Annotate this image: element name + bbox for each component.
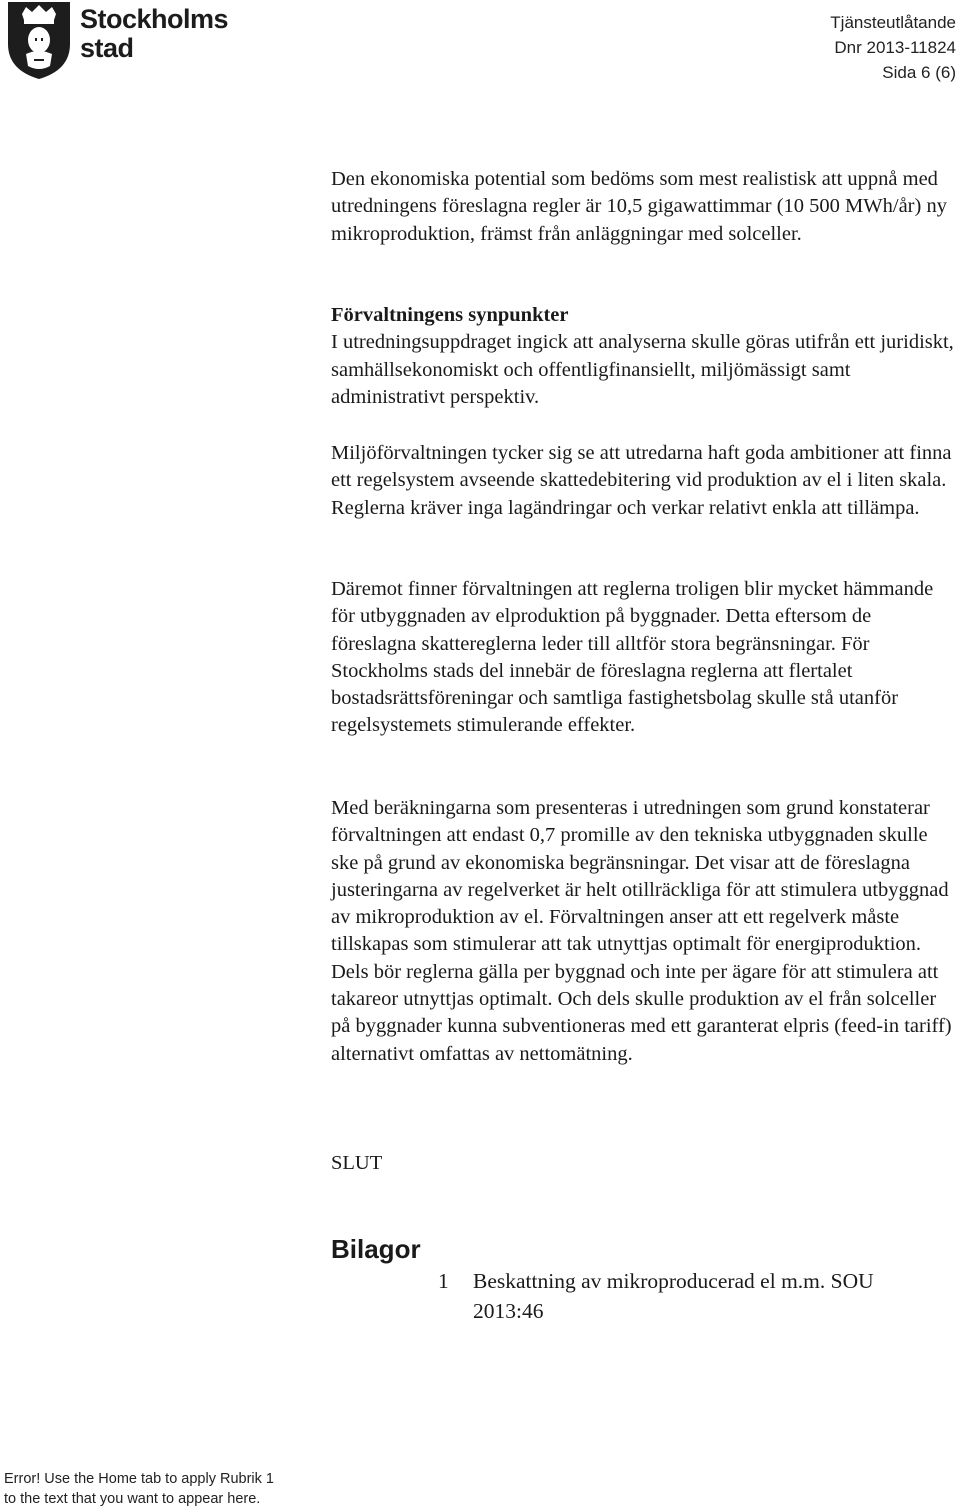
paragraph-end xyxy=(331,1150,959,1177)
section-forvaltningens-synpunkter xyxy=(331,302,959,411)
paragraph-ambitions xyxy=(331,440,959,522)
logo-line-1: Stockholms xyxy=(80,4,229,34)
stockholms-stad-logo xyxy=(6,0,246,80)
paragraph-text: Med beräkningarna som presenteras i utredningen som grund konstaterar förvaltningen att endast 0,7 promille av den tekniska utbyggnaden skulle ske på grund av ekonomiska begränsningar. Det visar att de föreslagna justeringarna av regelverket är helt otillräckliga för att stimulera utbyggnad av mikroproduktion av el. Förvaltningen anser att ett regelverk måste tillskapas som stimulerar att tak utnyttjas optimalt för energiproduktion. Dels bör reglerna gälla per byggnad och inte per ägare för att stimulera att takareor utnyttjas optimalt. Och dels skulle produktion av el från solceller på byggnader kunna subventioneras med ett garanterat elpris (feed-in tariff) alternativt omfattas av nettomätning. xyxy=(331,797,952,1065)
paragraph-text: Den ekonomiska potential som bedöms som mest realistisk att uppnå med utredningens föreslagna regler är 10,5 gigawattimmar (10 500 MWh/år) ny mikroproduktion, främst från anläggningar med solceller. xyxy=(331,168,947,245)
footer-line-2: to the text that you want to appear here. xyxy=(4,1491,261,1507)
paragraph-economic-potential xyxy=(331,166,959,248)
document-type: Tjänsteutlåtande xyxy=(830,13,956,32)
attachment-number: 1 xyxy=(438,1269,449,1293)
paragraph-text: I utredningsuppdraget ingick att analyserna skulle göras utifrån ett juridiskt, samhällsekonomiskt och offentligfinansiellt, miljömässigt samt administrativt perspektiv. xyxy=(331,331,954,408)
stockholm-crown-emblem-icon xyxy=(6,0,72,80)
logo-wordmark xyxy=(80,4,228,62)
paragraph-calculations xyxy=(331,795,959,1068)
document-header-info xyxy=(830,10,956,85)
end-marker: SLUT xyxy=(331,1152,383,1174)
page-number: Sida 6 (6) xyxy=(882,63,956,82)
attachment-title: Beskattning av mikroproducerad el m.m. SOU 2013:46 xyxy=(473,1269,874,1323)
paragraph-text: Miljöförvaltningen tycker sig se att utredarna haft goda ambitioner att finna ett regelsystem avseende skattedebitering vid produktion av el i liten skala. Reglerna kräver inga lagändringar och verkar relativt enkla att tillämpa. xyxy=(331,442,952,519)
document-number: Dnr 2013-11824 xyxy=(834,38,956,57)
page-footer xyxy=(4,1469,274,1509)
attachments-heading: Bilagor xyxy=(331,1234,421,1264)
section-heading: Förvaltningens synpunkter xyxy=(331,304,569,326)
footer-line-1: Error! Use the Home tab to apply Rubrik 1 xyxy=(4,1471,274,1487)
logo-line-2: stad xyxy=(80,33,134,63)
paragraph-restrictions xyxy=(331,576,959,740)
paragraph-text: Däremot finner förvaltningen att reglerna troligen blir mycket hämmande för utbyggnaden av elproduktion på byggnader. Detta eftersom de föreslagna skattereglerna leder till alltför stora begränsningar. För Stockholms stads del innebär de föreslagna reglerna att flertalet bostadsrättsföreningar och samtliga fastighetsbolag skulle stå utanför regelsystemets stimulerande effekter. xyxy=(331,578,934,737)
